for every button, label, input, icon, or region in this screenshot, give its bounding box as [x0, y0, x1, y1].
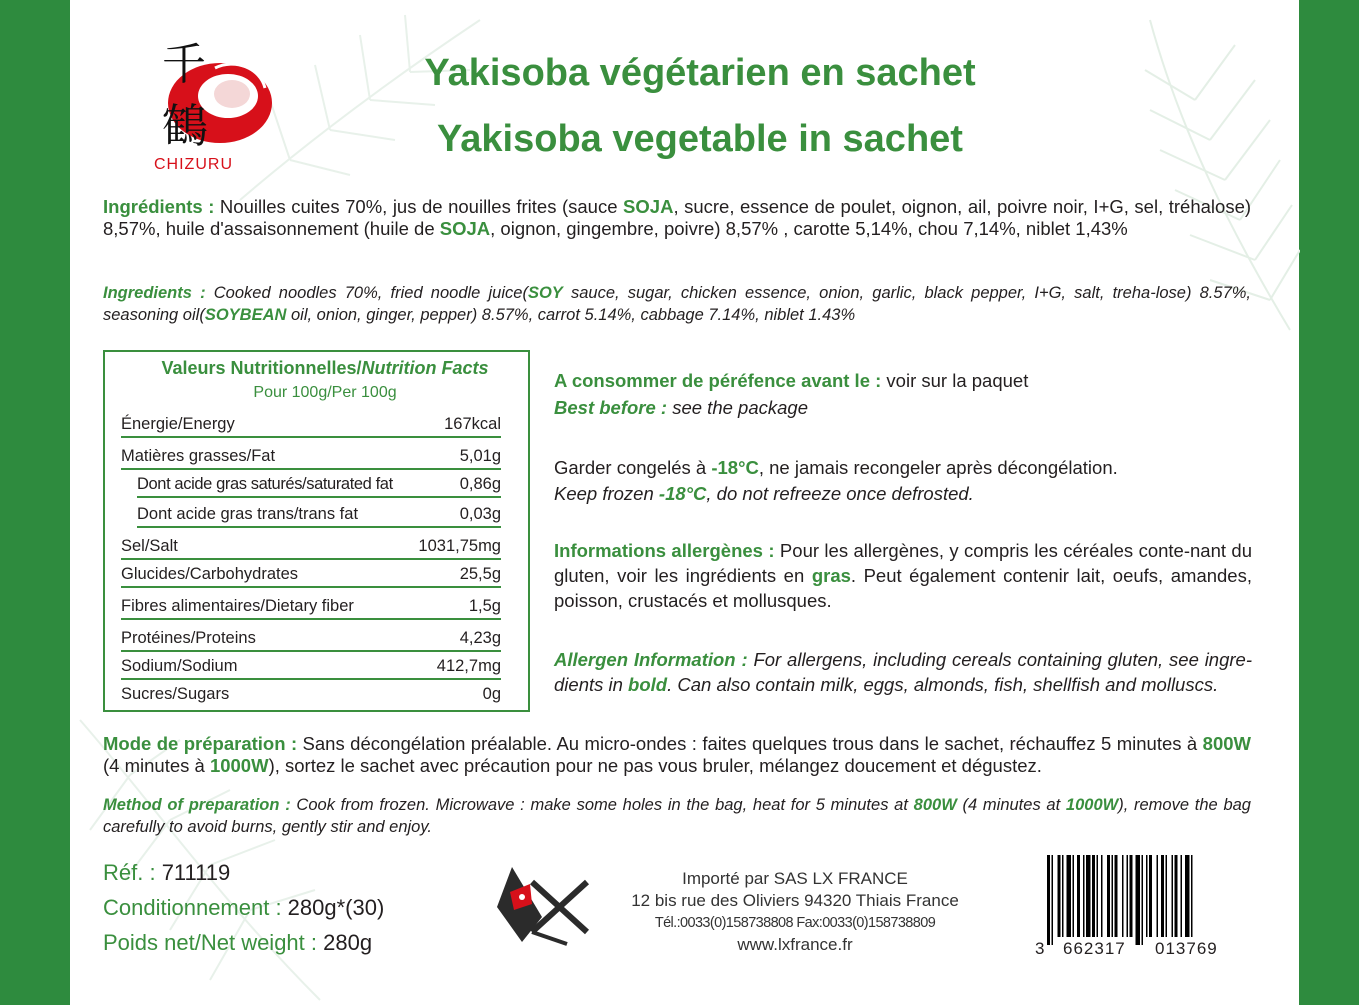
- allergens-en-text-1: For allergens, including cereals containing gluten, see ingre-dients in: [554, 649, 1252, 695]
- nutrition-value: 0,86g: [459, 475, 501, 493]
- ingredients-fr-text-3: , oignon, gingembre, poivre) 8,57% , carotte 5,14%, chou 7,14%, niblet 1,43%: [490, 218, 1128, 239]
- barcode-bar: [1073, 855, 1075, 937]
- preparation-fr-text-3: ), sortez le sachet avec précaution pour ne pas vous bruler, mélangez doucement et dégustez.: [268, 755, 1042, 776]
- nutrition-label: Sel/Salt: [121, 537, 178, 555]
- barcode-bar: [1136, 855, 1141, 945]
- nutrition-value: 25,5g: [459, 565, 501, 583]
- nutrition-row: [121, 652, 501, 680]
- nutrition-value: 412,7mg: [436, 657, 501, 675]
- storage-fr: [554, 455, 1254, 480]
- preparation-en: [103, 794, 1251, 838]
- importer-address: 12 bis rue des Oliviers 94320 Thiais France: [631, 891, 959, 910]
- ingredients-fr-label: Ingrédients :: [103, 196, 215, 217]
- allergens-fr-label: Informations allergènes :: [554, 540, 775, 561]
- best-before-text-en: see the package: [667, 397, 808, 418]
- barcode-bar: [1127, 855, 1129, 937]
- ingredients-en-text-2: sauce, sugar, chicken essence, onion, garlic, black pepper, I+G, salt, treha-lose) 8.57%, seasoning oil(: [103, 284, 1251, 324]
- nutrition-row: [121, 442, 501, 470]
- barcode-bar: [1112, 855, 1114, 937]
- nutrition-value: 5,01g: [459, 447, 501, 465]
- barcode-bar: [1067, 855, 1072, 937]
- best-before-label-en: Best before :: [554, 397, 668, 418]
- packaging-label: Conditionnement :: [103, 895, 288, 920]
- barcode-bar: [1107, 855, 1110, 937]
- net-weight-label: Poids net/Net weight :: [103, 930, 324, 955]
- allergens-fr: [554, 538, 1252, 613]
- nutrition-facts-table: [103, 350, 530, 712]
- storage-fr-text-1: Garder congelés à: [554, 457, 712, 478]
- packaging: [103, 895, 384, 921]
- barcode-bar: [1115, 855, 1118, 937]
- ingredients-fr-text-2: , sucre, essence de poulet, oignon, ail, poivre noir, I+G, sel, tréhalose) 8,57%, huile d'assaisonnement (huile de: [103, 196, 1252, 239]
- logo-kanji-thousand: 千: [162, 39, 206, 90]
- reference-label: Réf. :: [103, 860, 162, 885]
- preparation-fr-label: Mode de préparation :: [103, 733, 298, 754]
- net-weight: [103, 930, 372, 956]
- barcode-bar: [1077, 855, 1080, 937]
- barcode-bar: [1083, 855, 1085, 937]
- right-green-border: [1299, 0, 1359, 1005]
- title-fr: Yakisoba végétarien en sachet: [424, 52, 976, 94]
- best-before-fr: [554, 368, 1254, 393]
- nutrition-row: [121, 532, 501, 560]
- allergens-en: [554, 647, 1252, 697]
- allergens-en-text-2: . Can also contain milk, eggs, almonds, fish, shellfish and molluscs.: [667, 674, 1219, 695]
- nutrition-title-en: Nutrition Facts: [361, 358, 489, 378]
- ingredients-fr-text-1: Nouilles cuites 70%, jus de nouilles frites (sauce: [214, 196, 624, 217]
- barcode-digits-3: 013769: [1155, 939, 1218, 958]
- logo-kanji-crane: 鶴: [162, 99, 208, 153]
- nutrition-value: 4,23g: [459, 629, 501, 647]
- preparation-fr: [103, 733, 1251, 777]
- barcode: [1035, 855, 1245, 965]
- ingredients-en-label: Ingredients :: [103, 284, 206, 302]
- nutrition-value: 0,03g: [459, 505, 501, 523]
- importer-phone-fax: Tél.:0033(0)158738808 Fax:0033(0)158738809: [654, 915, 936, 931]
- nutrition-label: Protéines/Proteins: [121, 629, 256, 647]
- importer-line: Importé par SAS LX FRANCE: [682, 869, 908, 888]
- nutrition-label: Énergie/Energy: [121, 415, 235, 433]
- barcode-digit-1: 3: [1035, 939, 1045, 958]
- barcode-bars: [1035, 855, 1245, 945]
- nutrition-label: Dont acide gras saturés/saturated fat: [137, 475, 393, 493]
- barcode-bar: [1058, 855, 1061, 937]
- barcode-bar: [1086, 855, 1091, 937]
- best-before-label-fr: A consommer de péréfence avant le :: [554, 370, 882, 391]
- nutrition-row: [121, 592, 501, 620]
- net-weight-value: 280g: [323, 930, 373, 955]
- ingredients-fr: [103, 196, 1251, 240]
- importer-website: www.lxfrance.fr: [737, 935, 853, 954]
- title-en: Yakisoba vegetable in sachet: [437, 118, 963, 160]
- storage-temperature-en: -18°C: [658, 483, 707, 504]
- preparation-en-text-1: Cook from frozen. Microwave : make some holes in the bag, heat for 5 minutes at: [290, 796, 914, 814]
- nutrition-row: [137, 470, 501, 498]
- preparation-fr-power-1: 800W: [1202, 733, 1251, 754]
- barcode-bar: [1149, 855, 1152, 937]
- barcode-bar: [1181, 855, 1183, 937]
- barcode-bar: [1122, 855, 1124, 937]
- packaging-value: 280g*(30): [287, 895, 385, 920]
- barcode-bar: [1052, 855, 1054, 945]
- barcode-bar: [1047, 855, 1050, 945]
- preparation-en-label: Method of preparation :: [103, 796, 291, 814]
- barcode-digits-2: 662317: [1063, 939, 1126, 958]
- nutrition-label: Sodium/Sodium: [121, 657, 238, 675]
- preparation-fr-text-1: Sans décongélation préalable. Au micro-ondes : faites quelques trous dans le sachet, réchauffez 5 minutes à: [297, 733, 1203, 754]
- nutrition-per-100g: Pour 100g/Per 100g: [253, 384, 397, 401]
- allergens-fr-text-2: . Peut également contenir lait, oeufs, amandes, poisson, crustacés et mollusques.: [554, 565, 1252, 611]
- ingredients-en: [103, 282, 1251, 326]
- best-before-en: [554, 395, 1254, 420]
- storage-en-text-1: Keep frozen: [554, 483, 659, 504]
- barcode-bar: [1191, 855, 1193, 937]
- ingredients-en-text-3: oil, onion, ginger, pepper) 8.57%, carrot 5.14%, cabbage 7.14%, niblet 1.43%: [286, 306, 856, 324]
- barcode-bar: [1130, 855, 1133, 937]
- preparation-en-text-3: ), remove the bag carefully to avoid burns, gently stir and enjoy.: [103, 796, 1251, 836]
- nutrition-label: Glucides/Carbohydrates: [121, 565, 299, 583]
- nutrition-row: [121, 680, 501, 706]
- preparation-fr-power-2: 1000W: [209, 755, 269, 776]
- barcode-bar: [1142, 855, 1144, 945]
- nutrition-value: 1031,75mg: [418, 537, 501, 555]
- allergens-fr-gras: gras: [811, 565, 851, 586]
- barcode-bar: [1175, 855, 1178, 937]
- barcode-bar: [1092, 855, 1095, 937]
- barcode-bar: [1062, 855, 1064, 937]
- allergen-soybean: SOYBEAN: [204, 306, 287, 324]
- barcode-bar: [1185, 855, 1190, 937]
- nutrition-value: 1,5g: [468, 597, 501, 615]
- nutrition-label: Matières grasses/Fat: [121, 447, 276, 465]
- nutrition-label: Fibres alimentaires/Dietary fiber: [121, 597, 354, 615]
- barcode-bar: [1172, 855, 1174, 937]
- best-before-text-fr: voir sur la paquet: [881, 370, 1029, 391]
- nutrition-row: [137, 500, 501, 528]
- allergens-fr-text-1: Pour les allergènes, y compris les céréales conte-nant du gluten, voir les ingrédients en: [554, 540, 1252, 586]
- storage-temperature: -18°C: [711, 457, 759, 478]
- storage-en-text-2: , do not refreeze once defrosted.: [706, 483, 974, 504]
- barcode-bar: [1157, 855, 1159, 937]
- left-green-border: [0, 0, 70, 1005]
- preparation-en-power-2: 1000W: [1065, 796, 1119, 814]
- nutrition-value: 0g: [482, 685, 501, 703]
- ingredients-en-text-1: Cooked noodles 70%, fried noodle juice(: [205, 284, 528, 302]
- barcode-bar: [1097, 855, 1099, 937]
- chizuru-logo: [140, 28, 280, 178]
- preparation-en-text-2: (4 minutes at: [956, 796, 1066, 814]
- allergen-soy: SOY: [527, 284, 563, 302]
- nutrition-title: [105, 358, 545, 379]
- nutrition-label: Sucres/Sugars: [121, 685, 230, 703]
- barcode-bar: [1101, 855, 1103, 937]
- reference: [103, 860, 230, 886]
- barcode-bar: [1166, 855, 1168, 937]
- allergens-en-label: Allergen Information :: [554, 649, 748, 670]
- nutrition-label: Dont acide gras trans/trans fat: [137, 505, 359, 523]
- storage-en: [554, 481, 1254, 506]
- nutrition-value: 167kcal: [444, 415, 501, 433]
- preparation-en-power-1: 800W: [913, 796, 957, 814]
- barcode-bar: [1161, 855, 1164, 937]
- barcode-bar: [1146, 855, 1148, 937]
- allergen-soja-1: SOJA: [623, 196, 674, 217]
- nutrition-title-fr: Valeurs Nutritionnelles/: [161, 358, 362, 378]
- logo-text: CHIZURU: [154, 156, 233, 173]
- storage-fr-text-2: , ne jamais recongeler après décongélation.: [758, 457, 1118, 478]
- nutrition-row: [121, 624, 501, 652]
- nutrition-row: [121, 410, 501, 438]
- allergens-en-bold: bold: [628, 674, 668, 695]
- reference-value: 711119: [161, 860, 231, 885]
- allergen-soja-2: SOJA: [439, 218, 491, 239]
- preparation-fr-text-2: (4 minutes à: [103, 755, 210, 776]
- nutrition-row: [121, 560, 501, 588]
